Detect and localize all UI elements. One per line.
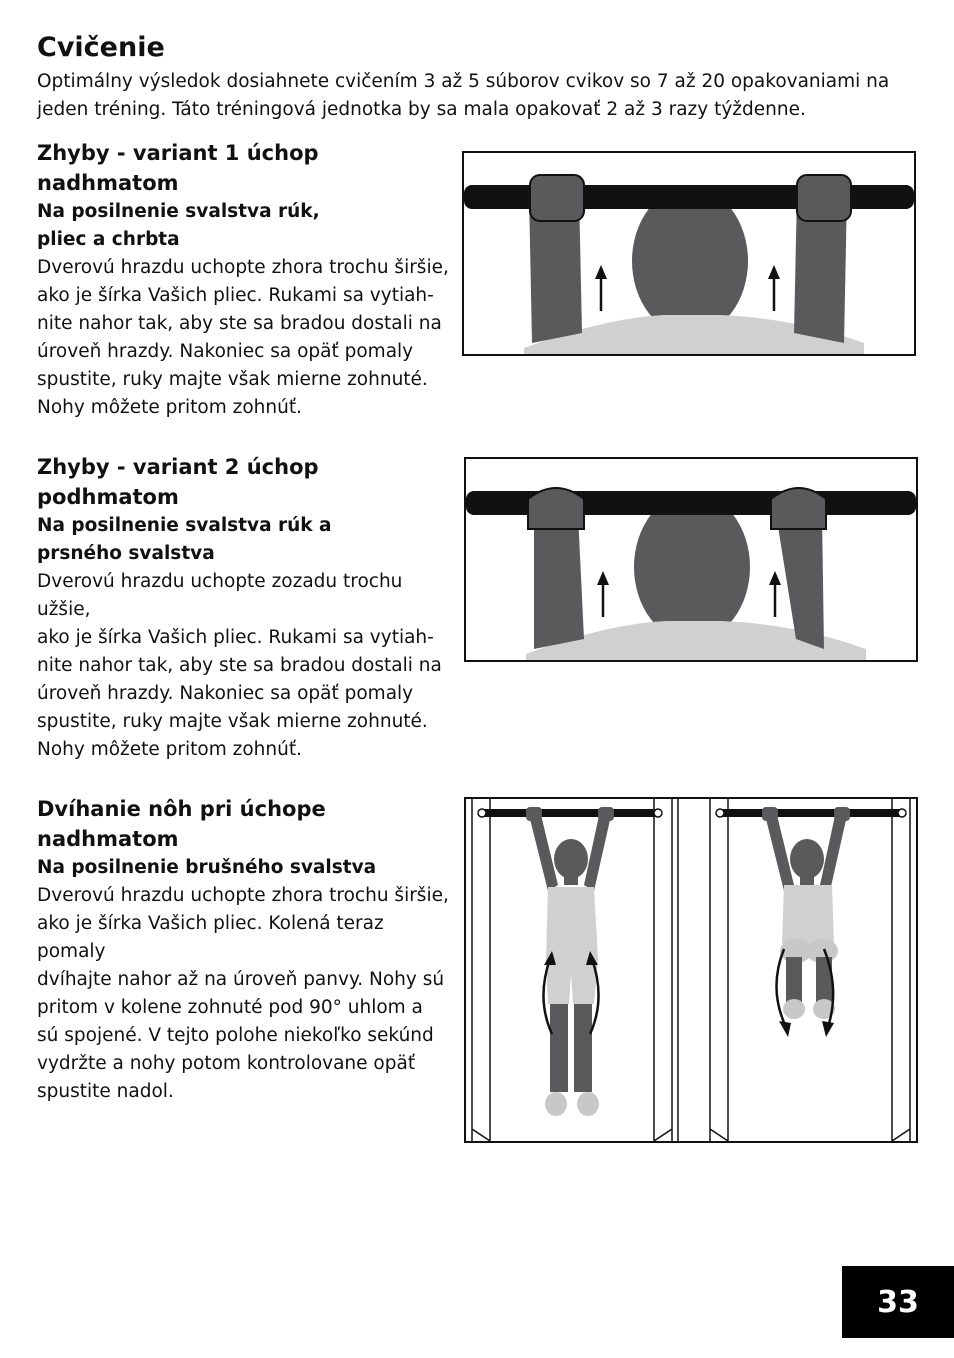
arrow-up-icon bbox=[768, 265, 780, 311]
page-number: 33 bbox=[842, 1266, 954, 1338]
exercise-2-title: Zhyby - variant 2 úchop podhmatom bbox=[37, 455, 319, 509]
arrow-up-icon bbox=[595, 265, 607, 311]
exercise-3-body: Dverovú hrazdu uchopte zhora trochu širšie, ako je šírka Vašich pliec. Kolená teraz pomaly dvíhajte nahor až na úroveň panvy. Nohy sú pritom v kolene zohnuté pod 90° uhlom a sú spojené. V tejto polohe niekoľko sekúnd vydržte a nohy potom kontrolovane opäť spustite nadol. bbox=[37, 885, 449, 1102]
exercise-2-text bbox=[37, 452, 457, 764]
page-title: Cvičenie bbox=[37, 32, 165, 63]
exercise-3-illustration bbox=[464, 797, 918, 1143]
exercise-3-title: Dvíhanie nôh pri úchope nadhmatom bbox=[37, 797, 326, 851]
exercise-3-subtitle: Na posilnenie brušného svalstva bbox=[37, 857, 377, 878]
exercise-1-illustration bbox=[462, 151, 916, 356]
exercise-1-body: Dverovú hrazdu uchopte zhora trochu širšie, ako je šírka Vašich pliec. Rukami sa vytiah- nite nahor tak, aby ste sa bradou dostali na úroveň hrazdy. Nakoniec sa opäť pomaly spustite, ruky majte však mierne zohnuté. Nohy môžete pritom zohnúť. bbox=[37, 257, 449, 418]
exercise-1-text bbox=[37, 138, 457, 422]
arrow-up-icon bbox=[769, 571, 781, 617]
exercise-1-subtitle: Na posilnenie svalstva rúk, pliec a chrbta bbox=[37, 201, 320, 250]
arrow-up-icon bbox=[597, 571, 609, 617]
intro-paragraph: Optimálny výsledok dosiahnete cvičením 3 až 5 súborov cvikov so 7 až 20 opakovaniami na jeden tréning. Táto tréningová jednotka by sa mala opakovať 2 až 3 razy týždenne. bbox=[37, 71, 890, 120]
exercise-1-title: Zhyby - variant 1 úchop nadhmatom bbox=[37, 141, 319, 195]
exercise-2-illustration bbox=[464, 457, 918, 662]
exercise-2-subtitle: Na posilnenie svalstva rúk a prsného svalstva bbox=[37, 515, 332, 564]
exercise-2-body: Dverovú hrazdu uchopte zozadu trochu užšie, ako je šírka Vašich pliec. Rukami sa vytiah- nite nahor tak, aby ste sa bradou dostali na úroveň hrazdy. Nakoniec sa opäť pomaly spustite, ruky majte však mierne zohnuté. Nohy môžete pritom zohnúť. bbox=[37, 571, 442, 760]
exercise-3-text bbox=[37, 794, 457, 1106]
